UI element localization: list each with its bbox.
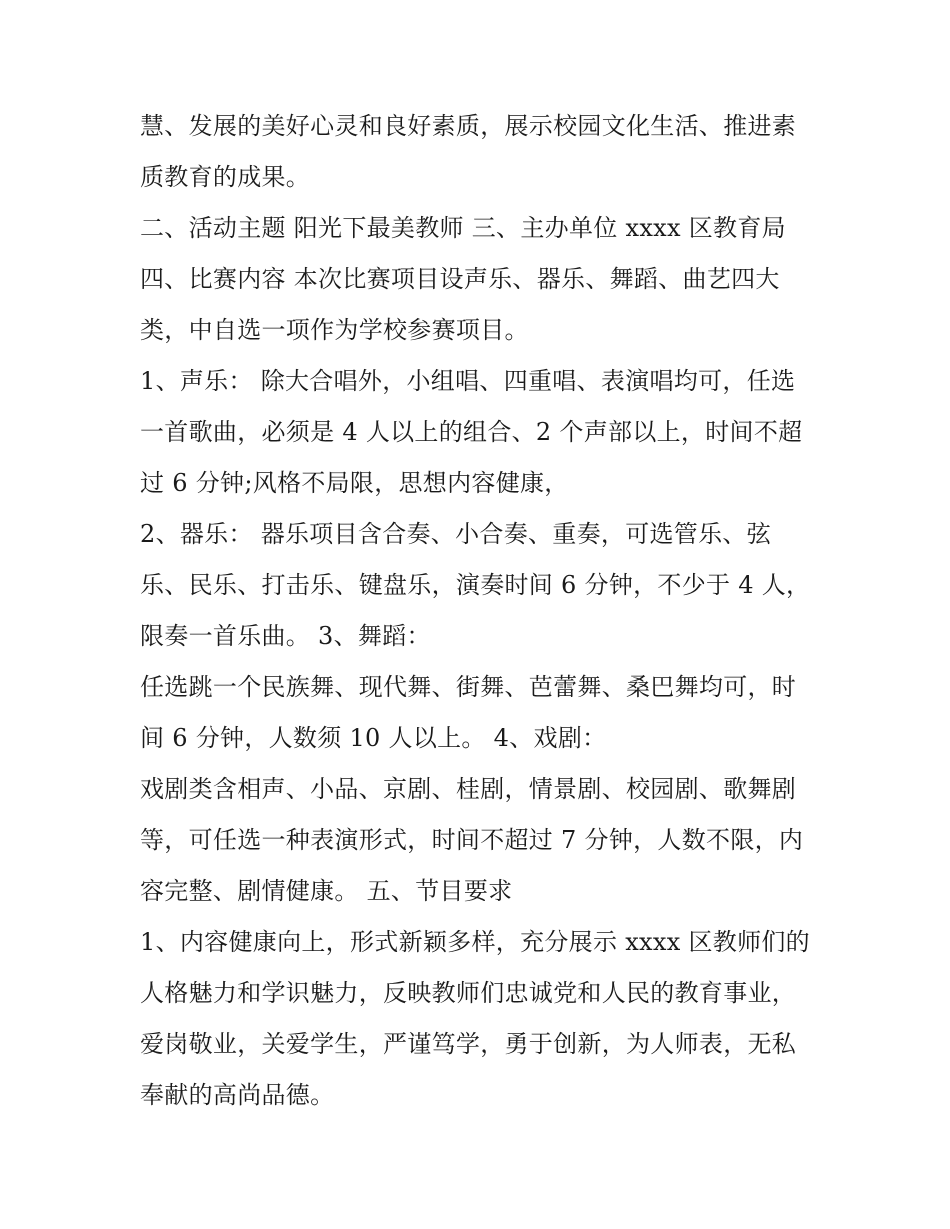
text-line: 慧、发展的美好心灵和良好素质，展示校园文化生活、推进素 — [140, 112, 797, 140]
text-line: 过 6 分钟;风格不局限，思想内容健康， — [140, 469, 569, 497]
text-line: 一首歌曲，必须是 4 人以上的组合、2 个声部以上，时间不超 — [140, 418, 803, 446]
text-line: 容完整、剧情健康。 五、节目要求 — [140, 877, 513, 905]
text-line: 间 6 分钟，人数须 10 人以上。 4、戏剧： — [140, 724, 607, 752]
text-line: 限奏一首乐曲。 3、舞蹈： — [140, 622, 431, 650]
text-line: 奉献的高尚品德。 — [140, 1081, 335, 1109]
text-line: 二、活动主题 阳光下最美教师 三、主办单位 xxxx 区教育局 — [140, 214, 786, 242]
text-line: 人格魅力和学识魅力，反映教师们忠诚党和人民的教育事业， — [140, 979, 797, 1007]
text-line: 乐、民乐、打击乐、键盘乐，演奏时间 6 分钟，不少于 4 人， — [140, 571, 811, 599]
text-line: 1、声乐： 除大合唱外，小组唱、四重唱、表演唱均可，任选 — [140, 367, 796, 395]
text-line: 类，中自选一项作为学校参赛项目。 — [140, 316, 529, 344]
text-line: 等，可任选一种表演形式，时间不超过 7 分钟，人数不限，内 — [140, 826, 804, 854]
text-line: 1、内容健康向上，形式新颖多样，充分展示 xxxx 区教师们的 — [140, 928, 810, 956]
text-line: 戏剧类含相声、小品、京剧、桂剧，情景剧、校园剧、歌舞剧 — [140, 775, 797, 803]
text-line: 2、器乐： 器乐项目含合奏、小合奏、重奏，可选管乐、弦 — [140, 520, 771, 548]
text-line: 任选跳一个民族舞、现代舞、街舞、芭蕾舞、桑巴舞均可，时 — [140, 673, 797, 701]
text-line: 爱岗敬业，关爱学生，严谨笃学，勇于创新，为人师表，无私 — [140, 1030, 797, 1058]
text-line: 四、比赛内容 本次比赛项目设声乐、器乐、舞蹈、曲艺四大 — [140, 265, 780, 293]
text-line: 质教育的成果。 — [140, 163, 311, 191]
